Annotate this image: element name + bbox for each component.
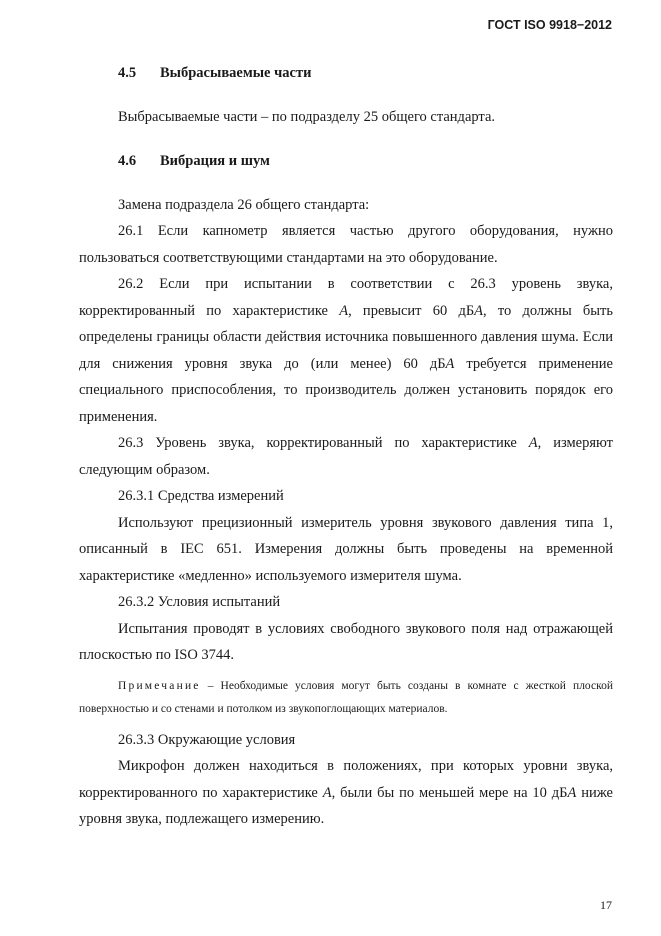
paragraph: Выбрасываемые части – по подразделу 25 общего стандарта.	[118, 109, 496, 125]
section-heading-4-6	[118, 148, 613, 174]
paragraph-26-2: 26.2 Если при испытании в соответствии с 26.3 уровень звука, корректированный по характеристике A, превысит 60 дБA, то должны быть определены границы области действия источника повышенного давления шума. Если для снижения уровня звука до (или менее) 60 дБA требуется применение специального приспособления, то производитель должен установить порядок его применения.	[79, 276, 613, 425]
subsection-title-26-3-3: 26.3.3 Окружающие условия	[118, 731, 296, 748]
note-text: – Необходимые условия могут быть созданы в комнате с жесткой плоской поверхностью и со стенами и потолком из звукопоглощающих материалов.	[79, 679, 613, 715]
note-label: Примечание	[118, 679, 201, 692]
note	[79, 675, 613, 721]
subsection-title-26-3-2: 26.3.2 Условия испытаний	[118, 594, 281, 610]
section-number: 4.6	[118, 152, 137, 169]
document-header: ГОСТ ISO 9918−2012	[487, 18, 612, 32]
section-heading-4-5	[118, 60, 613, 86]
section-title: Вибрация и шум	[160, 152, 270, 169]
page-number: 17	[600, 898, 612, 912]
document-body	[79, 60, 613, 833]
paragraph: Используют прецизионный измеритель уровня звукового давления типа 1, описанный в IEC 651. Измерения должны быть проведены на временной характеристике «медленно» используемого измерителя шума.	[79, 514, 613, 584]
section-number: 4.5	[118, 65, 137, 81]
paragraph: Замена подраздела 26 общего стандарта:	[118, 196, 370, 213]
section-title: Выбрасываемые части	[160, 65, 312, 81]
paragraph-26-1: 26.1 Если капнометр является частью другого оборудования, нужно пользоваться соответствующими стандартами на это оборудование.	[79, 223, 613, 266]
paragraph: Микрофон должен находиться в положениях, при которых уровни звука, корректированного по характеристике A, были бы по меньшей мере на 10 дБA ниже уровня звука, подлежащего измерению.	[79, 758, 613, 827]
paragraph: Испытания проводят в условиях свободного звукового поля над отражающей плоскостью по ISO 3744.	[79, 620, 613, 663]
paragraph-26-3: 26.3 Уровень звука, корректированный по характеристике A, измеряют следующим образом.	[79, 435, 614, 478]
subsection-title-26-3-1: 26.3.1 Средства измерений	[118, 488, 284, 504]
